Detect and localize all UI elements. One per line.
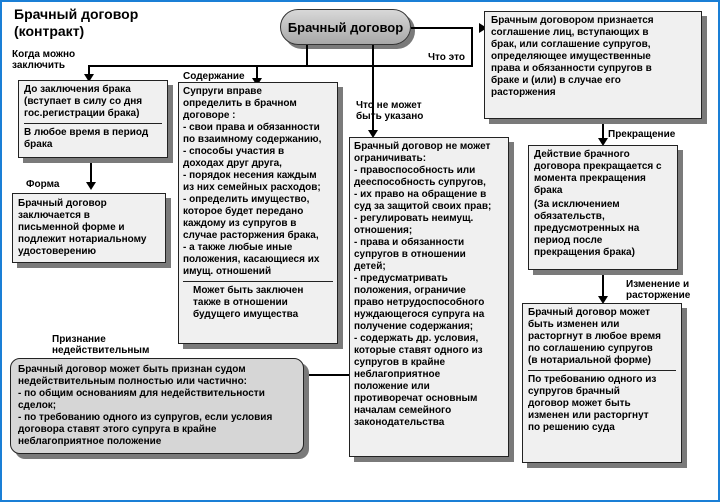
box-when-before: До заключения брака (вступает в силу со дня гос.регистрации брака): [24, 84, 143, 119]
label-cannot: Что не может быть указано: [356, 100, 424, 122]
box-when-during: В любое время в период брака: [24, 127, 149, 150]
box-termination-exception: (За исключением обязательств, предусмотренных на период после прекращения брака): [534, 199, 640, 258]
box-content-divider: [183, 281, 333, 282]
label-change: Изменение и расторжение: [626, 279, 691, 301]
box-content-future: Может быть заключен также в отношении будущего имущества: [193, 285, 304, 320]
label-when: Когда можно заключить: [12, 49, 76, 71]
box-cannot: [349, 137, 509, 457]
box-change-court: По требованию одного из супругов брачный договор может быть изменен или расторгнут по решению суда: [528, 374, 657, 433]
label-content: Содержание: [183, 71, 245, 82]
diagram-title: Брачный договор (контракт): [14, 6, 139, 39]
box-when-divider: [24, 123, 162, 124]
box-when: [18, 80, 168, 158]
label-what: Что это: [428, 52, 465, 63]
box-termination: [528, 145, 678, 270]
label-form: Форма: [26, 179, 60, 190]
center-node: Брачный договор: [280, 9, 411, 45]
box-change: [522, 303, 682, 463]
box-cannot-text: Брачный договор не может ограничивать: - правоспособность или дееспособность супругов, - их право на обращение в суд за защитой своих прав; - регулировать неимущ. отношения; - права и обязанности супругов в отношении детей; - предусматривать положения, ограничие право нетрудоспособного нуждающегося супруга на получение содержания; - содержать др. условия, которые ставят одного из супругов в крайне неблагоприятное положение или противоречат основным началам семейного законодательства: [354, 141, 492, 428]
box-form: [12, 193, 166, 263]
label-termination: Прекращение: [608, 129, 676, 140]
box-change-agreement: Брачный договор может быть изменен или расторгнут в любое время по соглашению супругов (в нотариальной форме): [528, 307, 662, 366]
box-invalid: [10, 358, 304, 454]
box-invalid-text: Брачный договор может быть признан судом недействительным полностью или частично: - по общим основаниям для недействительности сделок; - по требованию одного из супругов, если условия договора ставят этого супруга в крайне неблагоприятное положение: [18, 364, 273, 447]
label-invalid: Признание недействительным: [52, 334, 150, 356]
box-termination-rule: Действие брачного договора прекращается с момента прекращения брака: [534, 149, 662, 196]
box-what: [484, 11, 702, 119]
box-content-rights: Супруги вправе определить в брачном договоре : - свои права и обязанности по взаимному содержанию, - способы участия в доходах друг друга, - порядок несения каждым из них семейных расходов; - определить имущество, которое будет передано каждому из супругов в случае расторжения брака, - а также любые иные положения, касающиеся их имущ. отношений: [183, 86, 322, 277]
box-content: [178, 82, 338, 344]
box-change-divider: [528, 370, 676, 371]
box-form-text: Брачный договор заключается в письменной форме и подлежит нотариальному удостоверению: [18, 198, 147, 257]
box-what-text: Брачным договором признается соглашение лиц, вступающих в брак, или соглашение супругов, определяющее имущественные права и обязанности супругов в браке и (или) в случае его расторжения: [491, 15, 654, 98]
